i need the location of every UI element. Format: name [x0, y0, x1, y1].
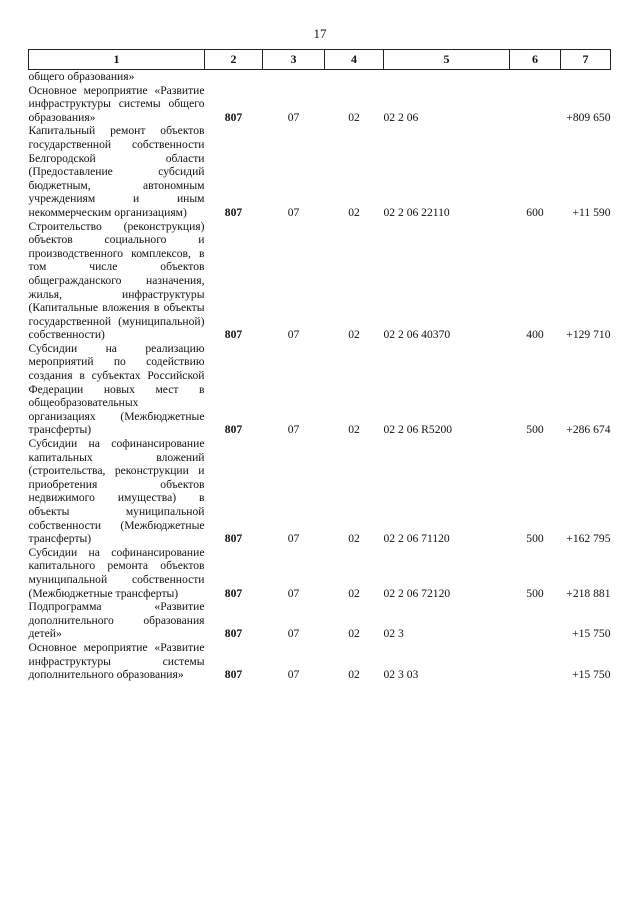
ministry-code: 807	[224, 586, 243, 600]
section-code: 07	[287, 586, 300, 600]
table-row	[29, 600, 611, 641]
column-header: 5	[384, 50, 510, 70]
expense-type-code: 400	[526, 328, 544, 342]
target-article-code	[384, 70, 510, 84]
amount: +11 590	[572, 205, 611, 219]
subsection-code: 02	[348, 205, 360, 219]
target-article-code: 02 2 06 R5200	[383, 423, 453, 437]
table-row	[29, 124, 611, 219]
ministry-code: 807	[224, 110, 243, 124]
column-header: 3	[263, 50, 325, 70]
section-code: 07	[287, 627, 300, 641]
expense-type-code: 500	[526, 532, 544, 546]
row-name: Основное мероприятие «Развитие инфраструктуры системы дополнительного образования»	[28, 640, 205, 682]
section-code: 07	[287, 205, 300, 219]
column-header: 2	[205, 50, 263, 70]
amount: +15 750	[572, 627, 611, 641]
table-row	[29, 437, 611, 546]
expense-type-code: 500	[526, 586, 544, 600]
target-article-code: 02 2 06 72120	[383, 586, 451, 600]
section-code: 07	[287, 328, 300, 342]
ministry-code: 807	[224, 205, 243, 219]
table-row	[29, 220, 611, 342]
target-article-code: 02 2 06 40370	[383, 328, 451, 342]
page-number: 17	[313, 26, 327, 41]
amount: +129 710	[566, 328, 611, 342]
target-article-code: 02 3 03	[383, 668, 419, 682]
subsection-code: 02	[348, 586, 360, 600]
column-header: 1	[29, 50, 205, 70]
subsection-code: 02	[348, 668, 360, 682]
table-row	[29, 84, 611, 125]
expense-type-code	[510, 600, 561, 641]
table-row	[29, 641, 611, 682]
row-name: общего образования»	[28, 70, 135, 83]
row-name: Субсидии на софинансирование капитальных вложений (строительства, реконструкции и приобретения объектов недвижимого имущества) в объекты муниципальной собственности (Межбюджетные трансферты)	[28, 437, 205, 546]
amount	[561, 70, 611, 84]
amount: +809 650	[566, 110, 611, 124]
subsection-code: 02	[348, 110, 360, 124]
target-article-code: 02 3	[383, 627, 404, 641]
table-row	[29, 342, 611, 437]
row-name: Субсидии на реализацию мероприятий по содействию создания в субъектах Российской Федерации новых мест в общеобразовательных организациях (Межбюджетные трансферты)	[28, 341, 205, 437]
column-header-row	[29, 50, 611, 70]
amount: +162 795	[566, 532, 611, 546]
target-article-code: 02 2 06	[383, 110, 419, 124]
expense-type-code	[510, 70, 561, 84]
expense-type-code	[510, 641, 561, 682]
row-name: Капитальный ремонт объектов государственной собственности Белгородской области (Предоставление субсидий бюджетным, автономным учреждениям и иным некоммерческим организациям)	[28, 124, 205, 219]
expense-type-code: 600	[526, 205, 544, 219]
section-code: 07	[287, 532, 300, 546]
ministry-code: 807	[224, 668, 243, 682]
ministry-code: 807	[224, 328, 243, 342]
expense-type-code: 500	[526, 423, 544, 437]
section-code: 07	[287, 423, 300, 437]
row-name: Строительство (реконструкция) объектов социального и производственного комплексов, в том числе объектов общегражданского назначения, жилья, инфраструктуры (Капитальные вложения в объекты государственной (муниципальной) собственности)	[28, 219, 205, 342]
ministry-code: 807	[224, 627, 243, 641]
amount: +218 881	[566, 586, 611, 600]
table-row	[29, 546, 611, 600]
section-code	[263, 70, 325, 84]
row-name: Субсидии на софинансирование капитального ремонта объектов муниципальной собственности (Межбюджетные трансферты)	[28, 545, 205, 600]
subsection-code: 02	[348, 328, 360, 342]
table-row	[29, 70, 611, 84]
amount: +15 750	[572, 668, 611, 682]
row-name: Основное мероприятие «Развитие инфраструктуры системы общего образования»	[28, 83, 205, 124]
ministry-code	[205, 70, 263, 84]
subsection-code	[325, 70, 384, 84]
amount: +286 674	[566, 423, 611, 437]
row-name: Подпрограмма «Развитие дополнительного образования детей»	[28, 600, 205, 641]
ministry-code: 807	[224, 423, 243, 437]
budget-table	[28, 49, 611, 682]
target-article-code: 02 2 06 71120	[383, 532, 450, 546]
column-header: 7	[561, 50, 611, 70]
subsection-code: 02	[348, 627, 360, 641]
expense-type-code	[510, 84, 561, 125]
column-header: 6	[510, 50, 561, 70]
ministry-code: 807	[224, 532, 243, 546]
column-header: 4	[325, 50, 384, 70]
subsection-code: 02	[348, 423, 360, 437]
section-code: 07	[287, 668, 300, 682]
target-article-code: 02 2 06 22110	[383, 205, 450, 219]
section-code: 07	[287, 110, 300, 124]
subsection-code: 02	[348, 532, 360, 546]
